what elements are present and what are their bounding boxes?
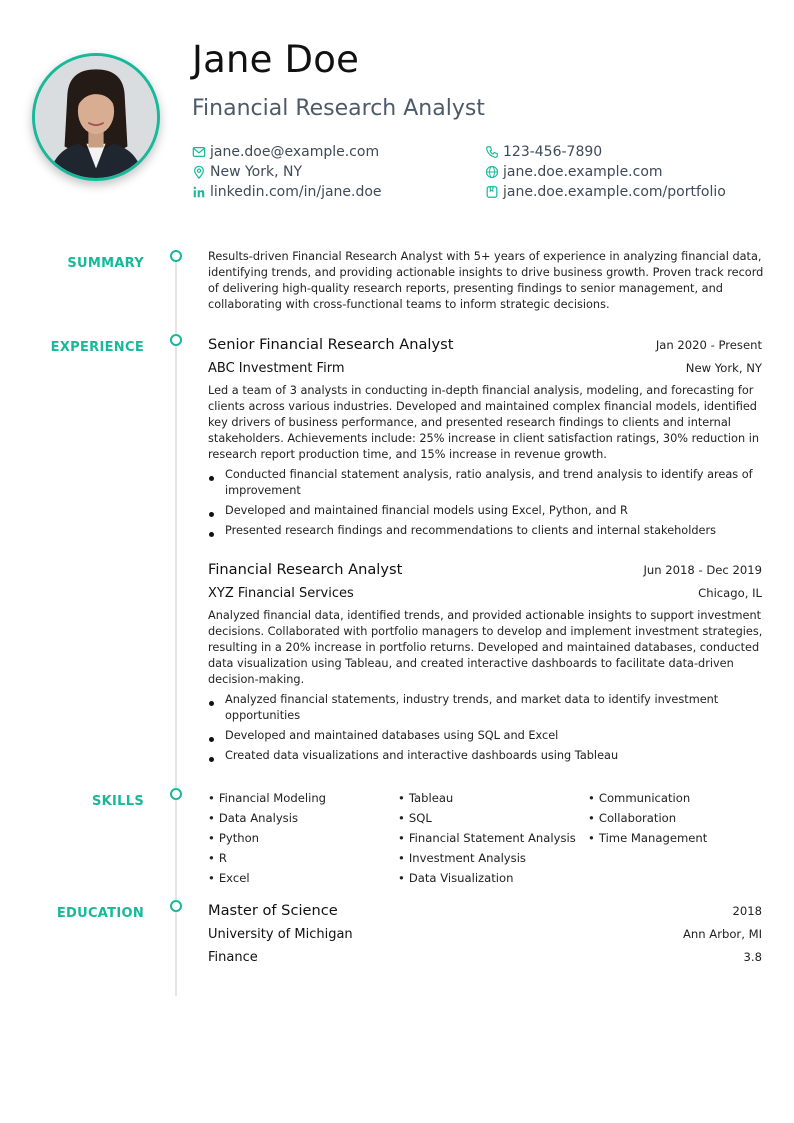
contact-website[interactable]	[485, 163, 663, 181]
skill-item: • Financial Modeling	[208, 788, 326, 808]
job-2-bullets	[208, 692, 764, 768]
education-school: University of Michigan	[208, 927, 353, 942]
skill-item: • Excel	[208, 868, 326, 888]
skill-item: • Python	[208, 828, 326, 848]
linkedin-icon	[192, 185, 206, 199]
education-school-row	[208, 927, 762, 942]
job-1-description: Led a team of 3 analysts in conducting in-depth financial analysis, modeling, and forecasting for clients across various industries. Developed and maintained complex financial models, identified key drivers of business performance, and presented research findings to clients and internal stakeholders. Achievements include: 25% increase in client satisfaction ratings, 30% reduction in research report production time, and 15% increase in revenue growth.	[208, 384, 760, 461]
section-label-skills: SKILLS	[91, 794, 144, 809]
education-year: 2018	[732, 904, 762, 918]
list-item: Analyzed financial statements, industry trends, and market data to identify investment opportunities	[208, 692, 764, 724]
job-1-subheader	[208, 361, 762, 376]
location-text: New York, NY	[210, 164, 303, 180]
skills-column-1	[208, 788, 326, 888]
job-2-subheader	[208, 586, 762, 601]
education-gpa: 3.8	[743, 950, 762, 964]
skill-item: • Data Visualization	[398, 868, 576, 888]
contact-phone[interactable]	[485, 143, 602, 161]
job-2-company: XYZ Financial Services	[208, 586, 354, 601]
job-1-company: ABC Investment Firm	[208, 361, 345, 376]
skill-item: • Communication	[588, 788, 707, 808]
skill-item: • Data Analysis	[208, 808, 326, 828]
job-2-role: Financial Research Analyst	[208, 561, 403, 578]
skill-item: • Financial Statement Analysis	[398, 828, 576, 848]
website-text: jane.doe.example.com	[503, 164, 663, 180]
timeline-dot-skills	[170, 788, 182, 800]
job-1-dates: Jan 2020 - Present	[655, 338, 762, 352]
job-1-bullets	[208, 467, 764, 543]
section-label-experience: EXPERIENCE	[50, 340, 144, 355]
job-1-header	[208, 336, 762, 353]
job-2-location: Chicago, IL	[698, 586, 762, 600]
job-2-header	[208, 561, 762, 578]
timeline-line	[175, 258, 177, 996]
contact-email[interactable]	[192, 143, 379, 161]
summary-text: Results-driven Financial Research Analyst with 5+ years of experience in analyzing financial data, identifying trends, and providing actionable insights to drive business growth. Proven track record of delivering high-quality research reports, presenting findings to senior management, and collaborating with cross-functional teams to inform strategic decisions.	[208, 250, 764, 311]
section-label-summary: SUMMARY	[67, 256, 144, 271]
list-item: Developed and maintained databases using SQL and Excel	[208, 728, 764, 744]
contact-portfolio[interactable]	[485, 183, 726, 201]
education-location: Ann Arbor, MI	[682, 927, 762, 941]
phone-text: 123-456-7890	[503, 144, 603, 160]
portfolio-icon	[485, 185, 499, 199]
portfolio-text: jane.doe.example.com/portfolio	[503, 184, 726, 200]
profile-photo	[32, 53, 160, 181]
list-item: Presented research findings and recommendations to clients and internal stakeholders	[208, 523, 764, 539]
candidate-name: Jane Doe	[192, 38, 360, 81]
education-field-row	[208, 950, 762, 965]
list-item: Conducted financial statement analysis, ratio analysis, and trend analysis to identify areas of improvement	[208, 467, 764, 499]
skills-column-3	[588, 788, 707, 848]
job-2-dates: Jun 2018 - Dec 2019	[643, 563, 762, 577]
job-1-location: New York, NY	[685, 361, 762, 375]
skills-column-2	[398, 788, 576, 888]
list-item: Developed and maintained financial models using Excel, Python, and R	[208, 503, 764, 519]
profile-photo-image	[35, 56, 157, 178]
skill-item: • Time Management	[588, 828, 707, 848]
mail-icon	[192, 145, 206, 159]
job-title: Financial Research Analyst	[192, 96, 485, 121]
job-1-role: Senior Financial Research Analyst	[208, 336, 454, 353]
location-icon	[192, 165, 206, 179]
timeline-dot-education	[170, 900, 182, 912]
education-degree: Master of Science	[208, 902, 338, 919]
skill-item: • Investment Analysis	[398, 848, 576, 868]
skill-item: • Tableau	[398, 788, 576, 808]
education-header	[208, 902, 762, 919]
linkedin-text: linkedin.com/in/jane.doe	[210, 184, 382, 200]
timeline-dot-summary	[170, 250, 182, 262]
phone-icon	[485, 145, 499, 159]
contact-location	[192, 163, 302, 181]
skill-item: • SQL	[398, 808, 576, 828]
skill-item: • Collaboration	[588, 808, 707, 828]
list-item: Created data visualizations and interactive dashboards using Tableau	[208, 748, 764, 764]
contact-linkedin[interactable]	[192, 183, 382, 201]
job-2-description: Analyzed financial data, identified trends, and provided actionable insights to support investment decisions. Collaborated with portfolio managers to develop and implement investment strategies, resulting in a 20% increase in portfolio returns. Developed and maintained databases, conducted data visualization using Tableau, and created interactive dashboards to facilitate data-driven decision-making.	[208, 609, 763, 686]
section-label-education: EDUCATION	[56, 906, 144, 921]
globe-icon	[485, 165, 499, 179]
education-field: Finance	[208, 950, 258, 965]
email-text: jane.doe@example.com	[210, 144, 380, 160]
skill-item: • R	[208, 848, 326, 868]
timeline-dot-experience	[170, 334, 182, 346]
